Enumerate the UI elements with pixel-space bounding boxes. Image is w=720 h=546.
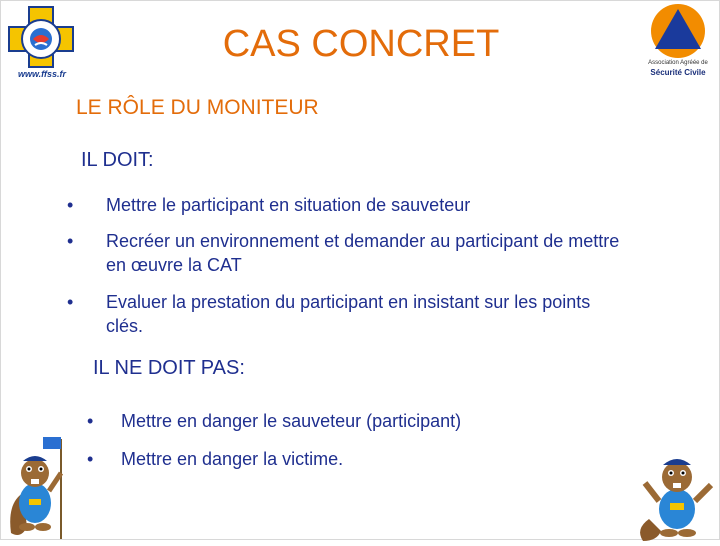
bullet-icon: • xyxy=(87,449,94,469)
list-item-text: Mettre en danger le sauveteur (participant) xyxy=(121,411,462,431)
slide-title: CAS CONCRET xyxy=(222,23,500,65)
logo-right-line1: Association Agréée de xyxy=(648,60,708,66)
list-must-not xyxy=(87,409,607,485)
federation-url[interactable]: www.ffss.fr xyxy=(17,69,66,79)
list-item-text: Mettre en danger la victime. xyxy=(121,449,344,469)
list-item xyxy=(87,447,607,471)
list-item xyxy=(67,290,627,338)
list-item-text: Recréer un environnement et demander au participant de mettre en œuvre la CAT xyxy=(106,231,620,275)
federation-cross-logo-icon xyxy=(7,5,75,69)
list-item xyxy=(87,409,607,433)
bullet-icon: • xyxy=(67,231,74,251)
beaver-mascot-thumbs-up-icon xyxy=(635,449,720,541)
slide-subtitle: LE RÔLE DU MONITEUR xyxy=(76,96,319,119)
list-must xyxy=(67,193,627,350)
beaver-mascot-flag-icon xyxy=(3,433,73,541)
section-heading-must-not: IL NE DOIT PAS: xyxy=(93,357,245,379)
list-item-text: Evaluer la prestation du participant en insistant sur les points clés. xyxy=(106,292,591,336)
list-item xyxy=(67,229,627,277)
section-heading-must: IL DOIT: xyxy=(81,149,154,171)
bullet-icon: • xyxy=(87,411,94,431)
bullet-icon: • xyxy=(67,292,74,312)
list-item-text: Mettre le participant en situation de sauveteur xyxy=(106,195,471,215)
bullet-icon: • xyxy=(67,195,74,215)
securite-civile-logo xyxy=(641,3,715,83)
securite-civile-triangle-icon xyxy=(641,3,715,59)
logo-right-line2: Sécurité Civile xyxy=(650,68,706,77)
list-item xyxy=(67,193,627,217)
federation-logo xyxy=(7,5,75,81)
